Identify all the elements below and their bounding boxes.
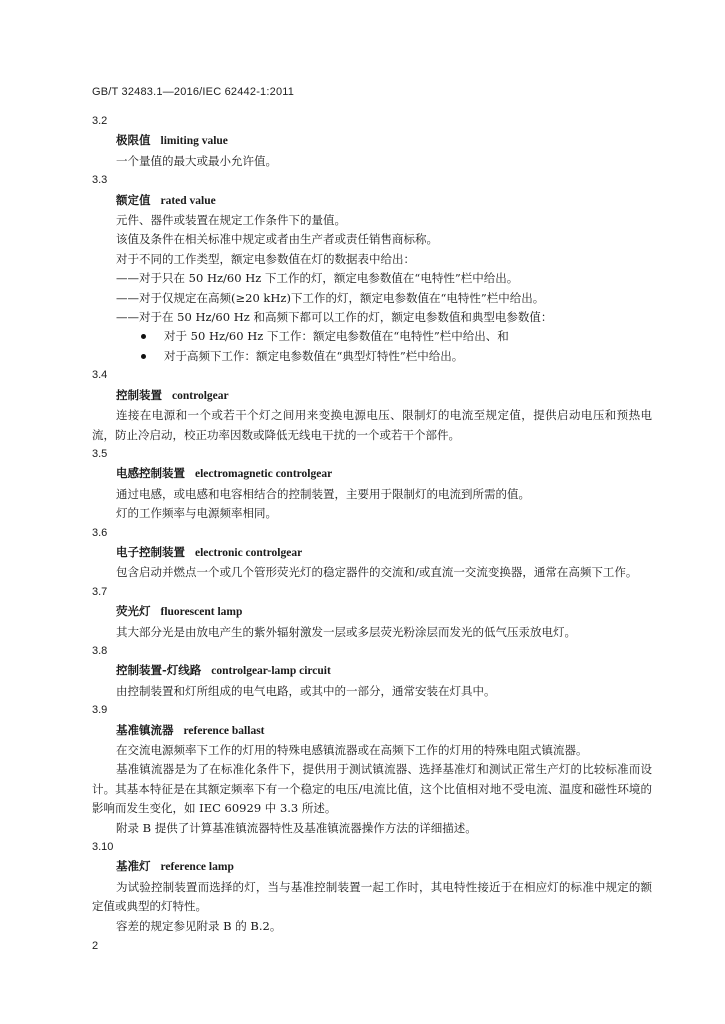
definition-text: 由控制装置和灯所组成的电气电路，或其中的一部分，通常安装在灯具中。 [116, 683, 496, 698]
clause-number: 3.4 [92, 369, 108, 382]
term-en: fluorescent lamp [160, 606, 243, 619]
dash-list-item: ——对于在 50 Hz/60 Hz 和高频下都可以工作的灯，额定电参数值和典型电参数值： [116, 310, 553, 325]
term-zh: 额定值 [116, 192, 151, 207]
paragraph: 灯的工作频率与电源频率相同。 [116, 506, 277, 521]
clause-number: 3.8 [92, 644, 108, 657]
term-en: controlgear [172, 389, 229, 402]
term-en: electronic controlgear [195, 546, 303, 559]
term-zh: 基准灯 [116, 859, 151, 874]
term-en: limiting value [160, 135, 228, 148]
paragraph: 对于不同的工作类型，额定电参数值在灯的数据表中给出： [116, 251, 415, 266]
clause-number: 3.7 [92, 585, 108, 598]
term-en: reference lamp [160, 861, 234, 874]
paragraph: 该值及条件在相关标准中规定或者由生产者或责任销售商标称。 [116, 232, 438, 247]
term-heading [92, 857, 652, 877]
term-heading [92, 191, 652, 211]
term-heading [92, 602, 652, 622]
definition-text: 为试验控制装置而选择的灯，当与基准控制装置一起工作时，其电特性接近于在相应灯的标准中规定的额定值或典型的灯特性。 [92, 879, 652, 914]
definition-text: 其大部分光是由放电产生的紫外辐射激发一层或多层荧光粉涂层而发光的低气压汞放电灯。 [116, 624, 576, 639]
bullet-list-item [92, 327, 652, 346]
bullet-text: 对于 50 Hz/60 Hz 下工作：额定电参数值在“电特性”栏中给出、和 [164, 329, 509, 344]
clause-number: 3.3 [92, 174, 108, 187]
clause-number: 3.2 [92, 115, 108, 127]
paragraph: 附录 B 提供了计算基准镇流器特性及基准镇流器操作方法的详细描述。 [116, 820, 477, 835]
standard-header: GB/T 32483.1—2016/IEC 62442-1:2011 [92, 86, 295, 98]
definition-text: 元件、器件或装置在规定工作条件下的量值。 [116, 213, 346, 228]
term-zh: 电感控制装置 [116, 466, 185, 481]
definition-text: 通过电感，或电感和电容相结合的控制装置，主要用于限制灯的电流到所需的值。 [116, 486, 530, 501]
definition-text: 包含启动并燃点一个或几个管形荧光灯的稳定器件的交流和/或直流一交流变换器，通常在高频下工作。 [116, 565, 638, 580]
term-en: reference ballast [183, 724, 265, 737]
term-heading [92, 661, 652, 681]
term-en: electromagnetic controlgear [195, 468, 333, 481]
term-zh: 控制装置-灯线路 [116, 663, 202, 678]
term-en: rated value [160, 194, 216, 207]
term-heading [92, 131, 652, 151]
bullet-text: 对于高频下工作：额定电参数值在“典型灯特性”栏中给出。 [164, 348, 464, 363]
term-zh: 基准镇流器 [116, 722, 174, 737]
clause-number: 3.9 [92, 704, 108, 717]
clause-number: 3.10 [92, 841, 114, 854]
clause-number: 3.5 [92, 447, 108, 460]
term-zh: 控制装置 [116, 387, 162, 402]
dash-list-item: ——对于只在 50 Hz/60 Hz 下工作的灯，额定电参数值在“电特性”栏中给出。 [116, 271, 519, 286]
definition-text: 在交流电源频率下工作的灯用的特殊电感镇流器或在高频下工作的灯用的特殊电阻式镇流器。 [116, 743, 588, 757]
term-en: controlgear-lamp circuit [211, 665, 331, 678]
term-heading [92, 386, 652, 406]
term-heading [92, 543, 652, 563]
paragraph: 容差的规定参见附录 B 的 B.2。 [116, 918, 282, 933]
paragraph: 基准镇流器是为了在标准化条件下，提供用于测试镇流器、选择基准灯和测试正常生产灯的比较标准而设计。其基本特征是在其额定频率下有一个稳定的电压/电流比值，这个比值相对地不受电流、温度和磁性环境的影响而发生变化，如 IEC 60929 中 3.3 所述。 [92, 762, 652, 816]
term-zh: 极限值 [116, 133, 151, 148]
term-zh: 荧光灯 [116, 604, 151, 619]
definition-text: 连接在电源和一个或若干个灯之间用来变换电源电压、限制灯的电流至规定值，提供启动电压和预热电流，防止冷启动，校正功率因数或降低无线电干扰的一个或若干个部件。 [92, 408, 652, 442]
bullet-icon [141, 354, 146, 359]
term-heading [92, 464, 652, 484]
term-heading [92, 721, 652, 741]
definition-text: 一个量值的最大或最小允许值。 [116, 153, 277, 168]
dash-list-item: ——对于仅规定在高频(≥20 kHz)下工作的灯，额定电参数值在“电特性”栏中给出。 [116, 290, 545, 305]
page-number: 2 [92, 940, 99, 952]
bullet-list-item [92, 347, 652, 366]
document-body [92, 112, 652, 936]
clause-number: 3.6 [92, 526, 108, 539]
term-zh: 电子控制装置 [116, 544, 185, 559]
